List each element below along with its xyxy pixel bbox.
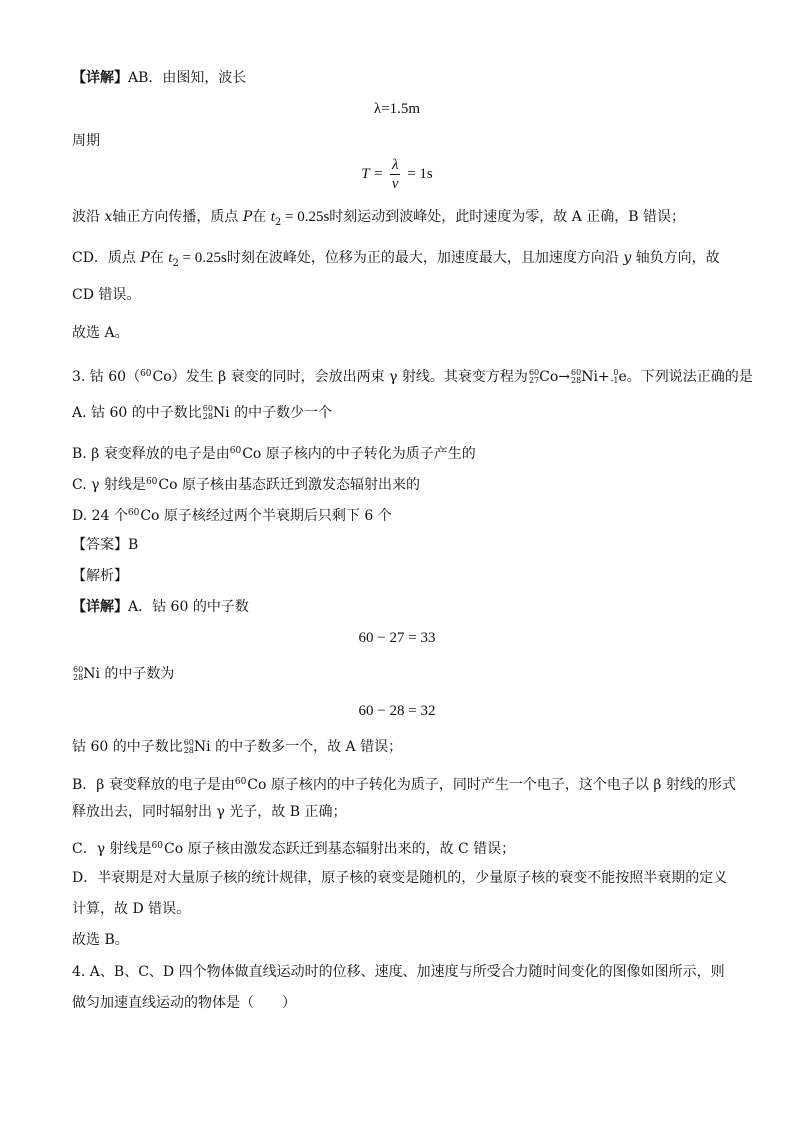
eq-T-rhs: = 1s <box>407 165 433 182</box>
detail-label: 【详解】 <box>72 70 128 86</box>
choose-b: 故选 B。 <box>72 932 129 948</box>
period-label: 周期 <box>72 133 100 149</box>
solution-b-cont: 释放出去，同时辐射出 γ 光子，故 B 正确； <box>72 804 347 820</box>
paragraph-wave-direction: 波沿 x轴正方向传播，质点 P在 $t_2 = 0.25s$时刻运动到波峰处，此时速度为零，故 A 正确，B 错误； <box>72 209 686 228</box>
option-b: B. β 衰变释放的电子是由$^{60}$Co 原子核内的中子转化为质子产生的 <box>72 446 476 462</box>
solution-a-conclusion: 钴 60 的中子数比 60 28 Ni 的中子数多一个，故 A 错误； <box>72 738 403 755</box>
question-4-stem: 4. A、B、C、D 四个物体做直线运动时的位移、速度、加速度与所受合力随时间变化的图像如图所示，则 <box>72 964 725 980</box>
paragraph-cd: CD．质点 P在 $t_2 = 0.25s$时刻在波峰处，位移为正的最大，加速度最大，且加速度方向沿 y 轴负方向，故 <box>72 250 720 269</box>
option-a: A. 钴 60 的中子数比 60 28 Ni 的中子数少一个 <box>72 404 333 421</box>
option-c: C. γ 射线是$^{60}$Co 原子核由基态跃迁到激发态辐射出来的 <box>72 477 420 493</box>
eq-T-num: λ <box>391 157 399 173</box>
equation-period <box>0 156 794 196</box>
choose-a: 故选 A。 <box>72 325 129 341</box>
question-3-stem: 3. 钴 60（$^{60}$Co）发生 β 衰变的同时，会放出两束 γ 射线。其衰变方程为 60 27 Co→ 60 28 Ni+ 0 -1 e。下列说法正确的是 <box>72 368 753 385</box>
analysis-label: 【解析】 <box>72 568 128 584</box>
solution-ni-neutrons: 60 28 Ni 的中子数为 <box>73 665 175 682</box>
option-d: D. 24 个$^{60}$Co 原子核经过两个半衰期后只剩下 6 个 <box>72 508 392 524</box>
eq-T-den: v <box>391 176 399 192</box>
solution-d: D．半衰期是对大量原子核的统计规律，原子核的衰变是随机的，少量原子核的衰变不能按照半衰期的定义 <box>72 870 728 886</box>
equation-ni-neutrons: 60 − 28 = 32 <box>358 703 436 719</box>
paragraph-detail-ab <box>72 68 732 88</box>
equation-co-neutrons: 60 − 27 = 33 <box>358 630 436 646</box>
question-4-stem-cont: 做匀加速直线运动的物体是（ ） <box>72 995 296 1011</box>
solution-d-cont: 计算，故 D 错误。 <box>72 901 191 917</box>
detail-text: AB．由图知，波长 <box>128 70 247 86</box>
answer-label: 【答案】B <box>72 537 139 553</box>
solution-c: C．γ 射线是$^{60}$Co 原子核由激发态跃迁到基态辐射出来的，故 C 错误； <box>72 841 516 857</box>
paragraph-cd-cont: CD 错误。 <box>72 287 141 303</box>
eq-T-fraction <box>390 156 401 193</box>
equation-wavelength: λ=1.5m <box>373 101 421 117</box>
solution-a-intro: 【详解】A．钴 60 的中子数 <box>72 599 249 615</box>
eq-T-lhs: T = <box>361 165 384 182</box>
solution-b: B．β 衰变释放的电子是由$^{60}$Co 原子核内的中子转化为质子，同时产生一个电子，这个电子以 β 射线的形式 <box>72 777 736 793</box>
